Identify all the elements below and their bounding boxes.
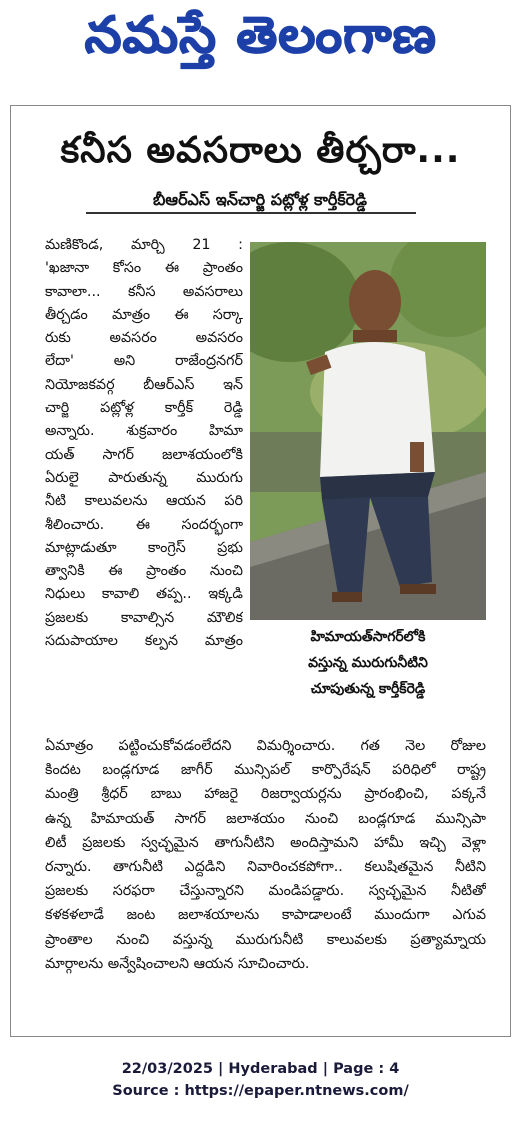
column-line: అన్నారు. శుక్రవారం హిమా: [45, 423, 243, 440]
column-line: రుకు అవసరం అవసరం: [45, 330, 243, 347]
column-line: యత్ సాగర్ జలాశయంలోకి: [45, 446, 243, 463]
column-line: మాట్లాడుతూ కాంగ్రెస్ ప్రభు: [45, 539, 243, 556]
article-headline: కనీస అవసరాలు తీర్చరా...: [60, 130, 461, 171]
column-line: చార్జి పట్లోళ్ల కార్తీక్ రెడ్డి: [45, 400, 243, 417]
column-line: ప్రజలకు కావాల్సిన మౌలిక: [45, 609, 243, 626]
body-line: కళకళలాడే జంట జలాశయాలను కాపాడాలంటే ముందుగా ఎగువ: [45, 907, 486, 924]
body-line: మంత్రి శ్రీధర్ బాబు హాజరై రిజర్వాయర్లను ప్రారంభించి, పక్కనే: [45, 786, 486, 803]
column-line: నీటి కాలువలను ఆయన పరి: [45, 493, 243, 510]
column-line: సదుపాయాల కల్పన మాత్రం: [45, 633, 243, 650]
column-line: కావాలా... కనీస అవసరాలు: [45, 283, 243, 300]
photo-illustration: [250, 242, 486, 620]
column-line: తీర్చడం మాత్రం ఈ సర్కా: [45, 306, 243, 323]
column-line: నియోజకవర్గ బీఆర్‌ఎస్ ఇన్: [45, 376, 243, 393]
column-line: శీలించారు. ఈ సందర్భంగా: [45, 516, 243, 533]
body-line: ప్రజలకు సరఫరా చేస్తున్నారని మండిపడ్డారు. స్వచ్ఛమైన నీటితో: [45, 883, 486, 900]
caption-line: చూపుతున్న కార్తీక్‌రెడ్డి: [310, 681, 426, 697]
article-body-text: [45, 734, 486, 976]
column-line: 'ఖజానా కోసం ఈ ప్రాంతం: [45, 260, 243, 277]
masthead: [0, 0, 521, 92]
column-line: ఏరులై పారుతున్న మురుగు: [45, 469, 243, 486]
article-column-text: [45, 234, 243, 653]
column-line: నిధులు కావాలి తప్ప.. ఇక్కడి: [45, 586, 243, 603]
footer: [0, 1058, 521, 1102]
masthead-title: నమస్తే తెలంగాణ: [84, 6, 437, 64]
subhead-underline: [86, 212, 416, 214]
body-line: లిటీ ప్రజలకు స్వచ్ఛమైన తాగునీటిని అందిస్తామని హామీ ఇచ్చి వెళ్లా: [45, 834, 486, 851]
footer-dateline: 22/03/2025 | Hyderabad | Page : 4: [121, 1061, 400, 1077]
caption-line: వస్తున్న మురుగునీటిని: [308, 655, 428, 671]
body-line: కిందట బండ్లగూడ జాగీర్ మున్సిపల్ కార్పొరేషన్ పరిధిలో రాష్ట్ర: [45, 762, 486, 779]
caption-line: హిమాయత్‌సాగర్‌లోకి: [310, 629, 426, 645]
body-line: ఉన్న హిమాయత్ సాగర్ జలాశయం నుంచి బండ్లగూడ మున్సిపా: [45, 810, 486, 827]
footer-source: Source : https://epaper.ntnews.com/: [112, 1083, 409, 1099]
article-subhead: బీఆర్‌ఎస్ ఇన్‌చార్జి పట్లోళ్ల కార్తీక్‌రెడ్డి: [152, 190, 368, 209]
body-line: ప్రాంతాల నుంచి వస్తున్న మురుగునీటి కాలువలకు ప్రత్యామ్నాయ: [45, 931, 486, 948]
body-line: ఏమాత్రం పట్టించుకోవడంలేదని విమర్శించారు. గత నెల రోజుల: [45, 738, 486, 754]
photo-caption: [250, 624, 486, 702]
body-line: రన్నారు. తాగునీటి ఎద్దడిని నివారించకపోగా.. కలుషితమైన నీటిని: [45, 858, 486, 875]
body-line: మార్గాలను అన్వేషించాలని ఆయన సూచించారు.: [45, 955, 310, 972]
column-line: త్వానికి ఈ ప్రాంతం నుంచి: [45, 563, 243, 580]
column-line: మణికొండ, మార్చి 21 :: [45, 237, 243, 253]
column-line: లేదా' అని రాజేంద్రనగర్: [45, 353, 243, 370]
article-photo: [250, 242, 486, 620]
